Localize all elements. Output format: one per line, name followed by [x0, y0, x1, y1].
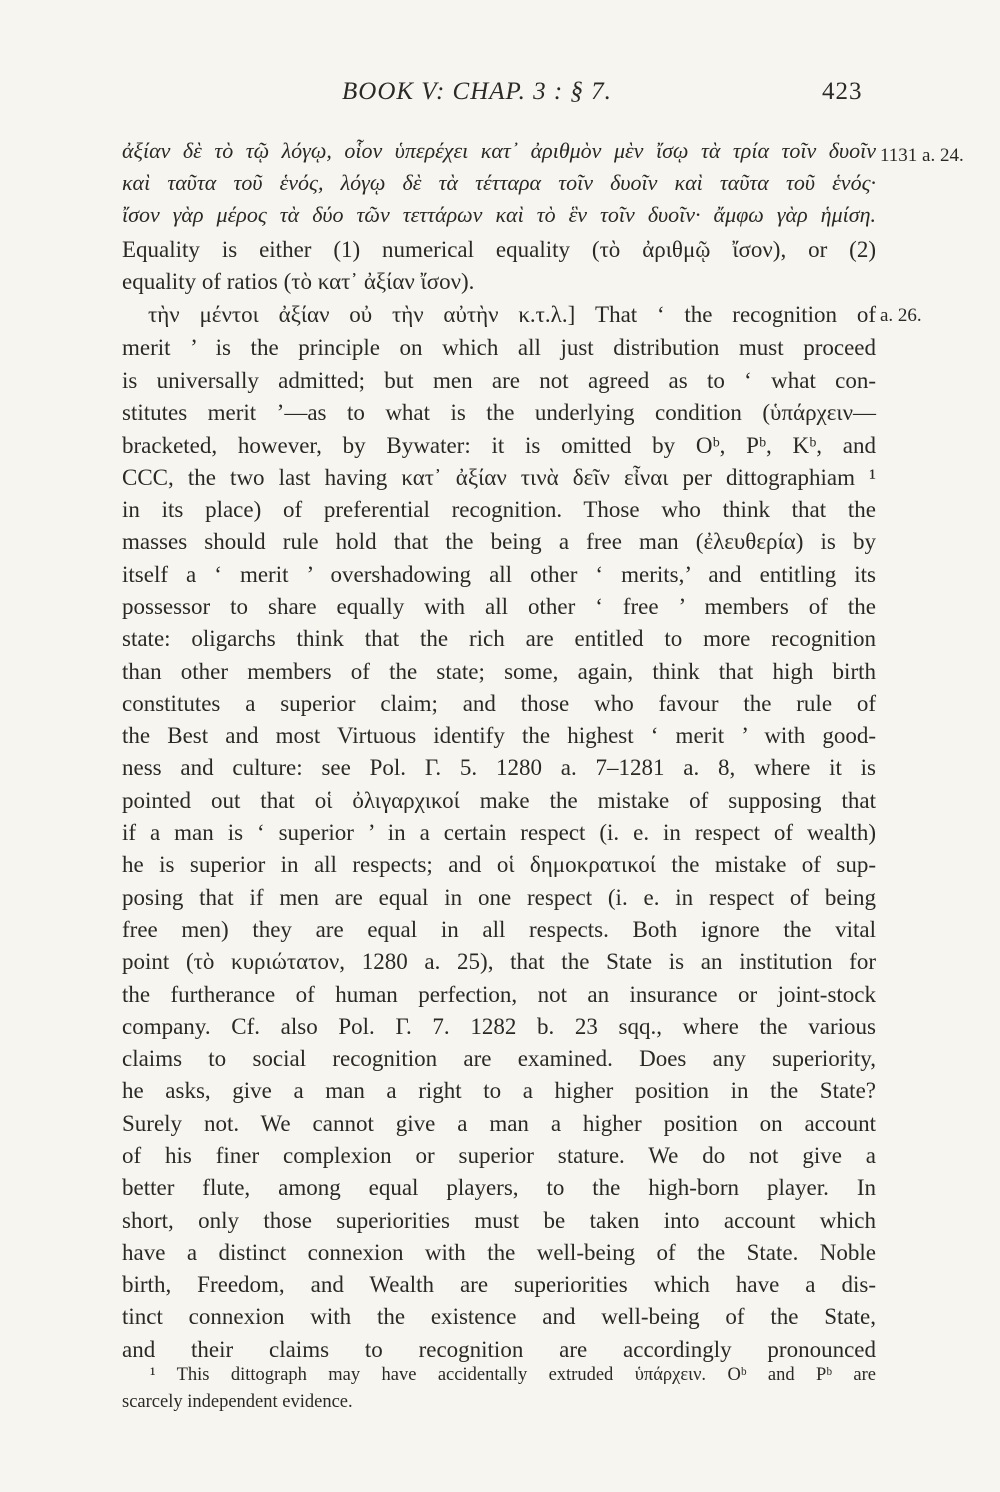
- body-line: of his finer complexion or superior stature. We do not give a: [122, 1143, 876, 1168]
- body-line: in its place) of preferential recognition. Those who think that the: [122, 497, 876, 522]
- body-line: he is superior in all respects; and οἱ δημοκρατικοί the mistake of sup-: [122, 852, 876, 877]
- body-line: free men) they are equal in all respects. Both ignore the vital: [122, 917, 876, 942]
- running-head-title: BOOK V: CHAP. 3 : § 7.: [342, 78, 612, 105]
- margin-reference: 1131 a. 24.: [880, 145, 964, 166]
- margin-reference: a. 26.: [880, 305, 922, 326]
- body-line: better flute, among equal players, to the high-born player. In: [122, 1175, 876, 1200]
- body-line: Surely not. We cannot give a man a higher position on account: [122, 1111, 876, 1136]
- body-line: pointed out that οἱ ὀλιγαρχικοί make the mistake of supposing that: [122, 788, 876, 813]
- page-number: 423: [822, 78, 863, 105]
- body-line: ἴσον γὰρ μέρος τὰ δύο τῶν τεττάρων καὶ τὸ ἓν τοῖν δυοῖν· ἄμφω γὰρ ἡμίση.: [122, 202, 876, 227]
- body-line: the Best and most Virtuous identify the highest ‘ merit ’ with good-: [122, 723, 876, 748]
- body-line: point (τὸ κυριώτατον, 1280 a. 25), that the State is an institution for: [122, 949, 876, 974]
- footnote-line: ¹ This dittograph may have accidentally extruded ὑπάρχειν. Oᵇ and Pᵇ are: [150, 1365, 876, 1385]
- body-line: equality of ratios (τὸ κατ᾽ ἀξίαν ἴσον).: [122, 269, 475, 294]
- body-line: ness and culture: see Pol. Γ. 5. 1280 a. 7–1281 a. 8, where it is: [122, 755, 876, 780]
- body-line: ἀξίαν δὲ τὸ τῷ λόγῳ, οἷον ὑπερέχει κατ᾽ ἀριθμὸν μὲν ἴσῳ τὰ τρία τοῖν δυοῖν: [122, 138, 876, 163]
- body-line: καὶ ταῦτα τοῦ ἑνός, λόγῳ δὲ τὰ τέτταρα τοῖν δυοῖν καὶ ταῦτα τοῦ ἑνός·: [122, 170, 876, 195]
- body-line: birth, Freedom, and Wealth are superiorities which have a dis-: [122, 1272, 876, 1297]
- body-line: merit ’ is the principle on which all just distribution must proceed: [122, 335, 876, 360]
- body-line: itself a ‘ merit ’ overshadowing all other ‘ merits,’ and entitling its: [122, 562, 876, 587]
- body-line: possessor to share equally with all other ‘ free ’ members of the: [122, 594, 876, 619]
- footnote-line: scarcely independent evidence.: [122, 1392, 353, 1412]
- body-line: is universally admitted; but men are not agreed as to ‘ what con-: [122, 368, 876, 393]
- body-line: claims to social recognition are examined. Does any superiority,: [122, 1046, 876, 1071]
- body-line: company. Cf. also Pol. Γ. 7. 1282 b. 23 sqq., where the various: [122, 1014, 876, 1039]
- body-line: posing that if men are equal in one respect (i. e. in respect of being: [122, 885, 876, 910]
- body-line: he asks, give a man a right to a higher position in the State?: [122, 1078, 876, 1103]
- body-line: state: oligarchs think that the rich are entitled to more recognition: [122, 626, 876, 651]
- body-line: stitutes merit ’—as to what is the underlying condition (ὑπάρχειν—: [122, 400, 876, 425]
- body-line: short, only those superiorities must be taken into account which: [122, 1208, 876, 1233]
- body-line: τὴν μέντοι ἀξίαν οὐ τὴν αὐτὴν κ.τ.λ.] That ‘ the recognition of: [148, 302, 876, 327]
- body-line: the furtherance of human perfection, not an insurance or joint-stock: [122, 982, 876, 1007]
- body-line: if a man is ‘ superior ’ in a certain respect (i. e. in respect of wealth): [122, 820, 876, 845]
- body-line: Equality is either (1) numerical equality (τὸ ἀριθμῷ ἴσον), or (2): [122, 237, 876, 262]
- body-line: tinct connexion with the existence and well-being of the State,: [122, 1304, 876, 1329]
- body-line: than other members of the state; some, again, think that high birth: [122, 659, 876, 684]
- body-line: constitutes a superior claim; and those who favour the rule of: [122, 691, 876, 716]
- body-line: masses should rule hold that the being a free man (ἐλευθερία) is by: [122, 529, 876, 554]
- body-line: have a distinct connexion with the well-being of the State. Noble: [122, 1240, 876, 1265]
- running-head: [0, 78, 1000, 114]
- body-line: and their claims to recognition are accordingly pronounced: [122, 1337, 876, 1362]
- body-line: CCC, the two last having κατ᾽ ἀξίαν τινὰ δεῖν εἶναι per dittographiam ¹: [122, 465, 876, 490]
- body-line: bracketed, however, by Bywater: it is omitted by Oᵇ, Pᵇ, Kᵇ, and: [122, 433, 876, 458]
